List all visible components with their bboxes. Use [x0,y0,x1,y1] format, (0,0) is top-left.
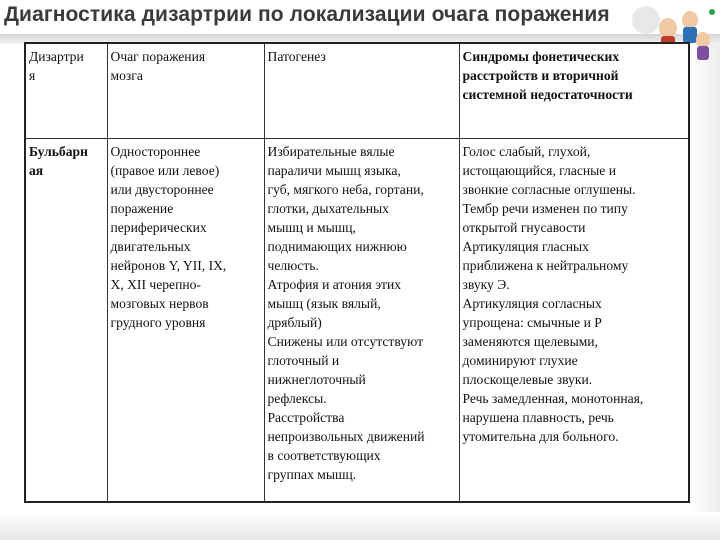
cell-syndromes: Голос слабый, глухой, истощающийся, гласные и звонкие согласные оглушены. Тембр речи изменен по типу открытой гнусавости Артикуляция гласных приближена к нейтральному звуку Э. Артикуляция согласных упрощена: смычные и Р заменяются щелевыми, доминируют глухие плоскощелевые звуки. Речь замедленная, монотонная, нарушена плавность, речь утомительна для больного. [459,138,689,502]
cell-pathogenesis: Избирательные вялые параличи мышц языка, губ, мягкого неба, гортани, глотки, дыхательных мышц и мышц, поднимающих нижнюю челюсть. Атрофия и атония этих мышц (язык вялый, дряблый) Снижены или отсутствуют глоточный и нижнеглоточный рефлексы. Расстройства непроизвольных движений в соответствующих группах мышц. [264,138,459,502]
cell-lesion-focus: Одностороннее (правое или левое) или двустороннее поражение периферических двигательных нейронов Y, YII, IX, X, XII черепно- мозговых нервов грудного уровня [107,138,264,502]
table-row [25,138,689,502]
header-lesion-focus: Очаг поражения мозга [107,43,264,138]
cell-bulbar: Бульбарн ая [25,138,107,502]
dysarthria-table [24,42,690,503]
slide-title: Диагностика дизартрии по локализации очага поражения [4,3,610,26]
right-edge-band [688,44,720,540]
header-dysarthria: Дизартри я [25,43,107,138]
table-header-row [25,43,689,138]
header-syndromes: Синдромы фонетических расстройств и вторичной системной недостаточности [459,43,689,138]
header-pathogenesis: Патогенез [264,43,459,138]
bottom-edge-band [0,512,720,540]
